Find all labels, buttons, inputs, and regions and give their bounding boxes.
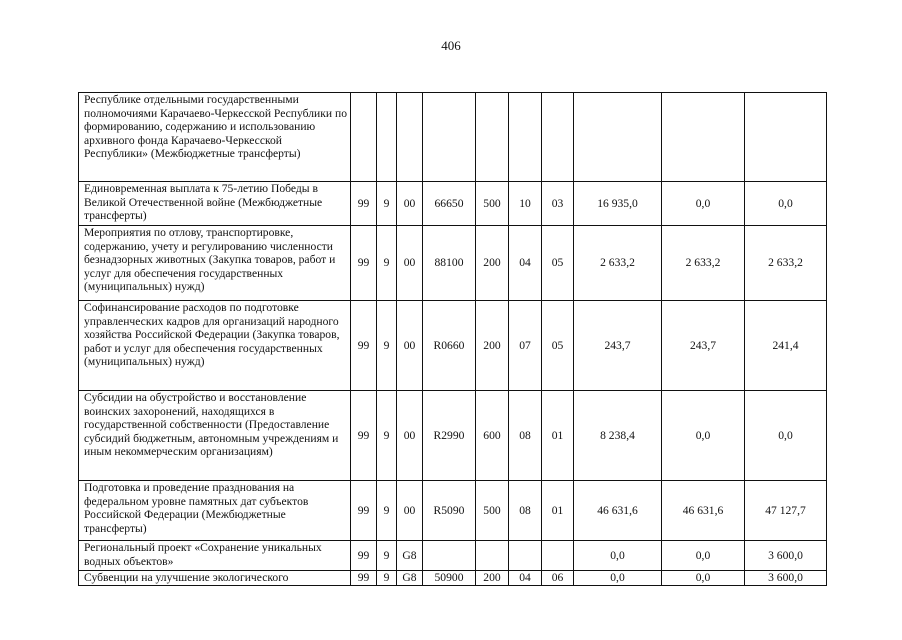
code-cell xyxy=(509,541,542,571)
code-cell: 99 xyxy=(351,391,377,481)
amount-cell: 0,0 xyxy=(662,182,745,226)
code-cell: 9 xyxy=(377,182,397,226)
code-cell: G8 xyxy=(397,541,423,571)
code-cell: 500 xyxy=(476,182,509,226)
table-row xyxy=(79,182,827,226)
code-cell: 05 xyxy=(542,301,574,391)
budget-table xyxy=(78,92,827,586)
code-cell: 9 xyxy=(377,391,397,481)
code-cell: 88100 xyxy=(423,226,476,301)
amount-cell: 241,4 xyxy=(745,301,827,391)
code-cell: 00 xyxy=(397,391,423,481)
expense-name: Единовременная выплата к 75-летию Победы в Великой Отечественной войне (Межбюджетные трансферты) xyxy=(79,182,351,226)
code-cell xyxy=(542,541,574,571)
code-cell: 00 xyxy=(397,182,423,226)
code-cell: 01 xyxy=(542,481,574,541)
code-cell: R5090 xyxy=(423,481,476,541)
amount-cell: 3 600,0 xyxy=(745,541,827,571)
code-cell: G8 xyxy=(397,571,423,586)
code-cell: 9 xyxy=(377,541,397,571)
code-cell: 10 xyxy=(509,182,542,226)
page-number: 406 xyxy=(441,38,461,53)
amount-cell: 2 633,2 xyxy=(745,226,827,301)
table-row xyxy=(79,226,827,301)
expense-name: Софинансирование расходов по подготовке управленческих кадров для организаций народного хозяйства Российской Федерации (Закупка товаров, работ и услуг для обеспечения государственных (муниципальных) нужд) xyxy=(79,301,351,391)
code-cell: 9 xyxy=(377,226,397,301)
code-cell: 01 xyxy=(542,391,574,481)
code-cell: 9 xyxy=(377,481,397,541)
code-cell: 99 xyxy=(351,182,377,226)
code-cell xyxy=(377,93,397,182)
amount-cell: 46 631,6 xyxy=(662,481,745,541)
amount-cell: 8 238,4 xyxy=(574,391,662,481)
code-cell xyxy=(397,93,423,182)
expense-name: Субвенции на улучшение экологического xyxy=(79,571,351,586)
amount-cell: 0,0 xyxy=(574,541,662,571)
code-cell: 03 xyxy=(542,182,574,226)
code-cell xyxy=(476,541,509,571)
code-cell: 99 xyxy=(351,571,377,586)
amount-cell: 0,0 xyxy=(745,391,827,481)
code-cell xyxy=(509,93,542,182)
expense-name: Субсидии на обустройство и восстановление воинских захоронений, находящихся в государственной собственности (Предоставление субсидий бюджетным, автономным учреждениям и иным некоммерческим организациям) xyxy=(79,391,351,481)
budget-table-body xyxy=(79,93,827,586)
code-cell xyxy=(542,93,574,182)
code-cell: 00 xyxy=(397,226,423,301)
code-cell: 07 xyxy=(509,301,542,391)
table-row xyxy=(79,571,827,586)
code-cell: 99 xyxy=(351,226,377,301)
code-cell: 00 xyxy=(397,481,423,541)
amount-cell: 0,0 xyxy=(745,182,827,226)
code-cell: 600 xyxy=(476,391,509,481)
amount-cell: 47 127,7 xyxy=(745,481,827,541)
amount-cell xyxy=(745,93,827,182)
amount-cell xyxy=(574,93,662,182)
code-cell: 04 xyxy=(509,571,542,586)
code-cell: 99 xyxy=(351,301,377,391)
code-cell: 04 xyxy=(509,226,542,301)
code-cell: 200 xyxy=(476,301,509,391)
code-cell: 00 xyxy=(397,301,423,391)
code-cell xyxy=(351,93,377,182)
expense-name: Подготовка и проведение празднования на федеральном уровне памятных дат субъектов Российской Федерации (Межбюджетные трансферты) xyxy=(79,481,351,541)
code-cell: 08 xyxy=(509,391,542,481)
code-cell: R2990 xyxy=(423,391,476,481)
code-cell: 08 xyxy=(509,481,542,541)
code-cell xyxy=(423,541,476,571)
code-cell: 9 xyxy=(377,301,397,391)
amount-cell: 243,7 xyxy=(662,301,745,391)
code-cell xyxy=(476,93,509,182)
table-row xyxy=(79,93,827,182)
amount-cell: 0,0 xyxy=(662,571,745,586)
code-cell: 05 xyxy=(542,226,574,301)
expense-name: Республике отдельными государственными полномочиями Карачаево-Черкесской Республики по формированию, содержанию и использованию архивного фонда Карачаево-Черкесской Республики» (Межбюджетные трансферты) xyxy=(79,93,351,182)
amount-cell: 0,0 xyxy=(662,391,745,481)
table-row xyxy=(79,391,827,481)
code-cell: 9 xyxy=(377,571,397,586)
code-cell: 200 xyxy=(476,226,509,301)
table-row xyxy=(79,541,827,571)
code-cell: 50900 xyxy=(423,571,476,586)
code-cell: 500 xyxy=(476,481,509,541)
code-cell xyxy=(423,93,476,182)
amount-cell xyxy=(662,93,745,182)
amount-cell: 243,7 xyxy=(574,301,662,391)
table-row xyxy=(79,481,827,541)
code-cell: 99 xyxy=(351,481,377,541)
amount-cell: 0,0 xyxy=(574,571,662,586)
amount-cell: 46 631,6 xyxy=(574,481,662,541)
code-cell: 06 xyxy=(542,571,574,586)
code-cell: 99 xyxy=(351,541,377,571)
code-cell: R0660 xyxy=(423,301,476,391)
code-cell: 66650 xyxy=(423,182,476,226)
amount-cell: 3 600,0 xyxy=(745,571,827,586)
table-row xyxy=(79,301,827,391)
code-cell: 200 xyxy=(476,571,509,586)
amount-cell: 2 633,2 xyxy=(662,226,745,301)
expense-name: Мероприятия по отлову, транспортировке, содержанию, учету и регулированию численности безнадзорных животных (Закупка товаров, работ и услуг для обеспечения государственных (муниципальных) нужд) xyxy=(79,226,351,301)
amount-cell: 2 633,2 xyxy=(574,226,662,301)
amount-cell: 0,0 xyxy=(662,541,745,571)
expense-name: Региональный проект «Сохранение уникальных водных объектов» xyxy=(79,541,351,571)
amount-cell: 16 935,0 xyxy=(574,182,662,226)
